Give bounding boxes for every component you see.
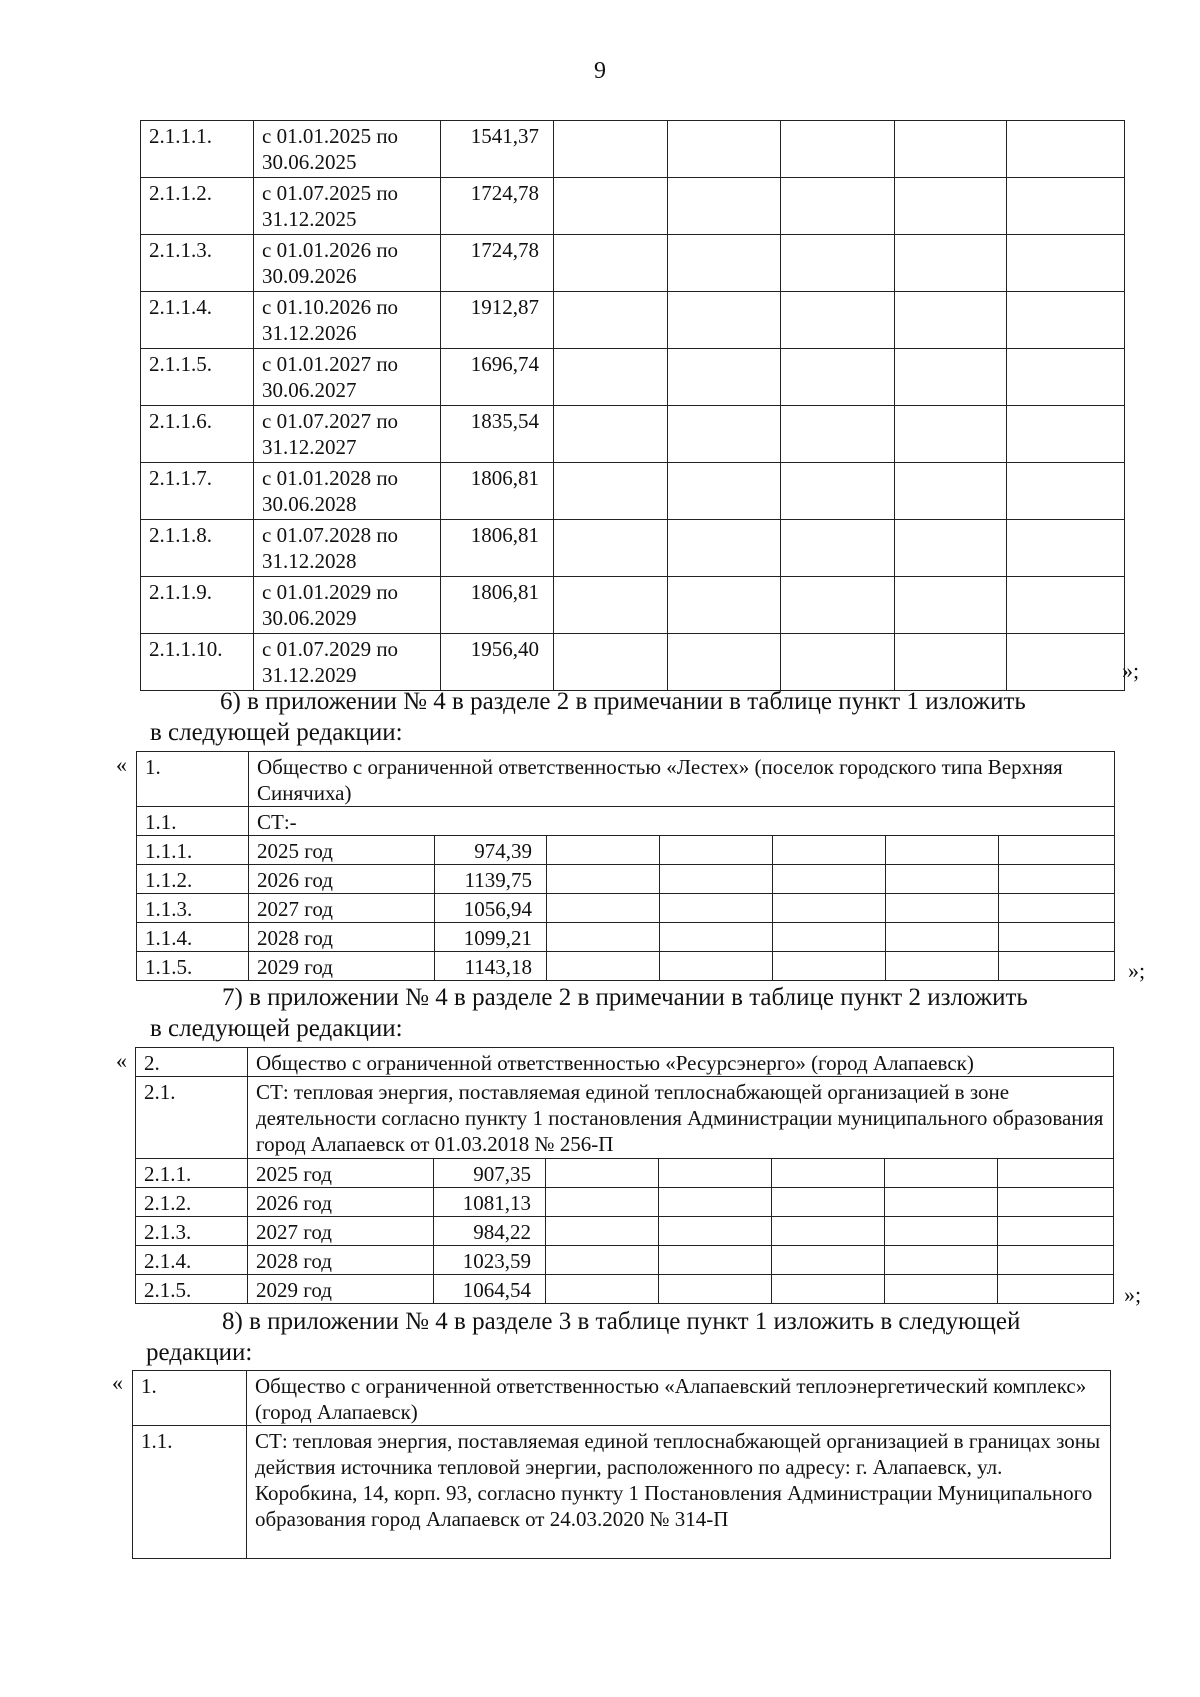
empty-cell: [554, 349, 668, 406]
row-value: 1806,81: [441, 463, 554, 520]
opening-quote: «: [116, 752, 127, 777]
empty-cell: [668, 634, 781, 691]
row-code: 2.1.1.3.: [141, 235, 254, 292]
item-code: 1.: [133, 1371, 247, 1426]
row-year: 2028 год: [248, 1246, 434, 1275]
empty-cell: [1007, 463, 1125, 520]
page-number: 9: [594, 58, 606, 84]
empty-cell: [999, 894, 1115, 923]
row-code: 2.1.1.10.: [141, 634, 254, 691]
empty-cell: [554, 235, 668, 292]
empty-cell: [999, 865, 1115, 894]
opening-quote: «: [112, 1370, 123, 1395]
empty-cell: [554, 577, 668, 634]
table-row: [141, 235, 1125, 292]
table-row: [141, 577, 1125, 634]
empty-cell: [668, 349, 781, 406]
table-row: [136, 1275, 1114, 1304]
empty-cell: [885, 1159, 998, 1188]
row-code: 1.1.5.: [137, 952, 249, 981]
table-row: [137, 923, 1115, 952]
empty-cell: [998, 1159, 1114, 1188]
empty-cell: [999, 923, 1115, 952]
empty-cell: [660, 952, 773, 981]
empty-cell: [547, 865, 660, 894]
row-period: с 01.01.2026 по 30.09.2026: [254, 235, 441, 292]
empty-cell: [546, 1246, 659, 1275]
row-value: 984,22: [434, 1217, 546, 1246]
paragraph-6-line2: в следующей редакции:: [150, 719, 403, 746]
empty-cell: [1007, 634, 1125, 691]
row-value: 1724,78: [441, 178, 554, 235]
empty-cell: [772, 1275, 885, 1304]
empty-cell: [999, 836, 1115, 865]
empty-cell: [773, 923, 886, 952]
row-value: 1956,40: [441, 634, 554, 691]
table-row: [136, 1246, 1114, 1275]
empty-cell: [773, 894, 886, 923]
row-code: 2.1.3.: [136, 1217, 248, 1246]
row-value: 1835,54: [441, 406, 554, 463]
empty-cell: [668, 121, 781, 178]
empty-cell: [998, 1217, 1114, 1246]
tariff-category: СТ:-: [249, 807, 1115, 836]
empty-cell: [886, 952, 999, 981]
table-row: [141, 520, 1125, 577]
closing-quote: »;: [1124, 1282, 1142, 1307]
empty-cell: [668, 463, 781, 520]
empty-cell: [781, 406, 895, 463]
empty-cell: [781, 349, 895, 406]
row-value: 974,39: [435, 836, 547, 865]
empty-cell: [772, 1246, 885, 1275]
row-period: с 01.07.2029 по 31.12.2029: [254, 634, 441, 691]
row-value: 1724,78: [441, 235, 554, 292]
empty-cell: [886, 894, 999, 923]
empty-cell: [659, 1246, 772, 1275]
empty-cell: [998, 1275, 1114, 1304]
empty-cell: [781, 235, 895, 292]
row-value: 907,35: [434, 1159, 546, 1188]
tariff-category: СТ: тепловая энергия, поставляемая единой теплоснабжающей организацией в границах зоны действия источника тепловой энергии, расположенного по адресу: г. Алапаевск, ул. Коробкина, 14, корп. 93, согласно пункту 1 Постановления Администрации Муниципального образования город Алапаевск от 24.03.2020 № 314-П: [247, 1426, 1111, 1559]
empty-cell: [546, 1217, 659, 1246]
row-value: 1696,74: [441, 349, 554, 406]
empty-cell: [1007, 349, 1125, 406]
row-year: 2025 год: [249, 836, 435, 865]
row-period: с 01.01.2029 по 30.06.2029: [254, 577, 441, 634]
empty-cell: [886, 836, 999, 865]
row-code: 2.1.1.2.: [141, 178, 254, 235]
empty-cell: [895, 235, 1007, 292]
row-code: 1.1.4.: [137, 923, 249, 952]
row-value: 1099,21: [435, 923, 547, 952]
empty-cell: [659, 1159, 772, 1188]
table-row: [141, 178, 1125, 235]
paragraph-8-line2: редакции:: [146, 1339, 253, 1366]
sub-item-code: 1.1.: [137, 807, 249, 836]
row-year: 2027 год: [248, 1217, 434, 1246]
row-code: 2.1.2.: [136, 1188, 248, 1217]
empty-cell: [895, 406, 1007, 463]
empty-cell: [660, 865, 773, 894]
empty-cell: [772, 1159, 885, 1188]
empty-cell: [554, 463, 668, 520]
empty-cell: [668, 406, 781, 463]
empty-cell: [998, 1246, 1114, 1275]
empty-cell: [999, 952, 1115, 981]
row-value: 1806,81: [441, 577, 554, 634]
table-row: [141, 634, 1125, 691]
empty-cell: [554, 520, 668, 577]
empty-cell: [547, 923, 660, 952]
empty-cell: [885, 1275, 998, 1304]
empty-cell: [895, 178, 1007, 235]
empty-cell: [660, 894, 773, 923]
empty-cell: [895, 292, 1007, 349]
empty-cell: [554, 178, 668, 235]
empty-cell: [1007, 520, 1125, 577]
empty-cell: [547, 836, 660, 865]
row-code: 2.1.1.8.: [141, 520, 254, 577]
empty-cell: [668, 235, 781, 292]
empty-cell: [781, 634, 895, 691]
row-code: 1.1.2.: [137, 865, 249, 894]
empty-cell: [773, 865, 886, 894]
table-row: [137, 952, 1115, 981]
empty-cell: [885, 1188, 998, 1217]
tariff-table-3: [135, 1047, 1114, 1304]
empty-cell: [668, 520, 781, 577]
table-row: [141, 292, 1125, 349]
table-row: [136, 1217, 1114, 1246]
empty-cell: [886, 923, 999, 952]
row-period: с 01.07.2028 по 31.12.2028: [254, 520, 441, 577]
row-year: 2028 год: [249, 923, 435, 952]
empty-cell: [1007, 577, 1125, 634]
organization-name: Общество с ограниченной ответственностью «Алапаевский теплоэнергетический комплекс» (город Алапаевск): [247, 1371, 1111, 1426]
empty-cell: [886, 865, 999, 894]
row-code: 2.1.1.5.: [141, 349, 254, 406]
row-value: 1139,75: [435, 865, 547, 894]
row-period: с 01.10.2026 по 31.12.2026: [254, 292, 441, 349]
tariff-table-2: [136, 751, 1115, 981]
row-code: 1.1.1.: [137, 836, 249, 865]
empty-cell: [1007, 292, 1125, 349]
empty-cell: [781, 520, 895, 577]
empty-cell: [781, 178, 895, 235]
empty-cell: [668, 178, 781, 235]
row-code: 2.1.1.: [136, 1159, 248, 1188]
item-code: 2.: [136, 1048, 248, 1077]
organization-name: Общество с ограниченной ответственностью «Лестех» (поселок городского типа Верхняя Синячиха): [249, 752, 1115, 807]
table-row: [137, 836, 1115, 865]
table-row: [141, 463, 1125, 520]
empty-cell: [546, 1159, 659, 1188]
empty-cell: [895, 121, 1007, 178]
empty-cell: [1007, 178, 1125, 235]
empty-cell: [885, 1246, 998, 1275]
row-code: 2.1.1.6.: [141, 406, 254, 463]
row-code: 2.1.5.: [136, 1275, 248, 1304]
row-value: 1541,37: [441, 121, 554, 178]
table-row: [137, 865, 1115, 894]
empty-cell: [781, 292, 895, 349]
row-year: 2025 год: [248, 1159, 434, 1188]
empty-cell: [781, 577, 895, 634]
empty-cell: [895, 463, 1007, 520]
empty-cell: [659, 1188, 772, 1217]
empty-cell: [772, 1188, 885, 1217]
table-row: [141, 406, 1125, 463]
row-value: 1806,81: [441, 520, 554, 577]
closing-quote: »;: [1128, 958, 1146, 983]
table-row: [141, 349, 1125, 406]
empty-cell: [1007, 121, 1125, 178]
row-code: 2.1.4.: [136, 1246, 248, 1275]
sub-item-code: 2.1.: [136, 1077, 248, 1159]
row-period: с 01.07.2027 по 31.12.2027: [254, 406, 441, 463]
empty-cell: [772, 1217, 885, 1246]
row-period: с 01.01.2028 по 30.06.2028: [254, 463, 441, 520]
empty-cell: [554, 406, 668, 463]
table-row: [141, 121, 1125, 178]
opening-quote: «: [116, 1048, 127, 1073]
empty-cell: [773, 952, 886, 981]
row-code: 1.1.3.: [137, 894, 249, 923]
table-row: [136, 1188, 1114, 1217]
row-year: 2027 год: [249, 894, 435, 923]
row-value: 1912,87: [441, 292, 554, 349]
row-value: 1143,18: [435, 952, 547, 981]
sub-item-code: 1.1.: [133, 1426, 247, 1559]
row-value: 1023,59: [434, 1246, 546, 1275]
empty-cell: [895, 577, 1007, 634]
closing-quote: »;: [1122, 658, 1140, 683]
row-value: 1056,94: [435, 894, 547, 923]
empty-cell: [547, 894, 660, 923]
row-year: 2026 год: [248, 1188, 434, 1217]
empty-cell: [668, 577, 781, 634]
paragraph-6-line1: 6) в приложении № 4 в разделе 2 в примечании в таблице пункт 1 изложить: [220, 688, 1026, 715]
empty-cell: [659, 1217, 772, 1246]
tariff-category: СТ: тепловая энергия, поставляемая единой теплоснабжающей организацией в зоне деятельности согласно пункту 1 постановления Администрации муниципального образования город Алапаевск от 01.03.2018 № 256-П: [248, 1077, 1114, 1159]
row-year: 2029 год: [249, 952, 435, 981]
table-row: [136, 1159, 1114, 1188]
empty-cell: [1007, 406, 1125, 463]
empty-cell: [781, 463, 895, 520]
row-code: 2.1.1.9.: [141, 577, 254, 634]
tariff-table-1: [140, 120, 1125, 691]
empty-cell: [554, 121, 668, 178]
row-period: с 01.07.2025 по 31.12.2025: [254, 178, 441, 235]
empty-cell: [895, 634, 1007, 691]
row-period: с 01.01.2027 по 30.06.2027: [254, 349, 441, 406]
row-value: 1081,13: [434, 1188, 546, 1217]
row-year: 2026 год: [249, 865, 435, 894]
paragraph-8-line1: 8) в приложении № 4 в разделе 3 в таблице пункт 1 изложить в следующей: [222, 1308, 1021, 1335]
empty-cell: [660, 836, 773, 865]
empty-cell: [773, 836, 886, 865]
empty-cell: [547, 952, 660, 981]
empty-cell: [895, 349, 1007, 406]
empty-cell: [895, 520, 1007, 577]
empty-cell: [554, 292, 668, 349]
row-code: 2.1.1.1.: [141, 121, 254, 178]
empty-cell: [998, 1188, 1114, 1217]
empty-cell: [546, 1188, 659, 1217]
empty-cell: [885, 1217, 998, 1246]
row-code: 2.1.1.7.: [141, 463, 254, 520]
empty-cell: [554, 634, 668, 691]
row-code: 2.1.1.4.: [141, 292, 254, 349]
row-period: с 01.01.2025 по 30.06.2025: [254, 121, 441, 178]
paragraph-7-line1: 7) в приложении № 4 в разделе 2 в примечании в таблице пункт 2 изложить: [222, 984, 1028, 1011]
empty-cell: [659, 1275, 772, 1304]
empty-cell: [668, 292, 781, 349]
item-code: 1.: [137, 752, 249, 807]
tariff-table-4: [132, 1370, 1111, 1559]
empty-cell: [781, 121, 895, 178]
organization-name: Общество с ограниченной ответственностью «Ресурсэнерго» (город Алапаевск): [248, 1048, 1114, 1077]
empty-cell: [660, 923, 773, 952]
row-year: 2029 год: [248, 1275, 434, 1304]
table-row: [137, 894, 1115, 923]
paragraph-7-line2: в следующей редакции:: [150, 1015, 403, 1042]
empty-cell: [546, 1275, 659, 1304]
row-value: 1064,54: [434, 1275, 546, 1304]
empty-cell: [1007, 235, 1125, 292]
